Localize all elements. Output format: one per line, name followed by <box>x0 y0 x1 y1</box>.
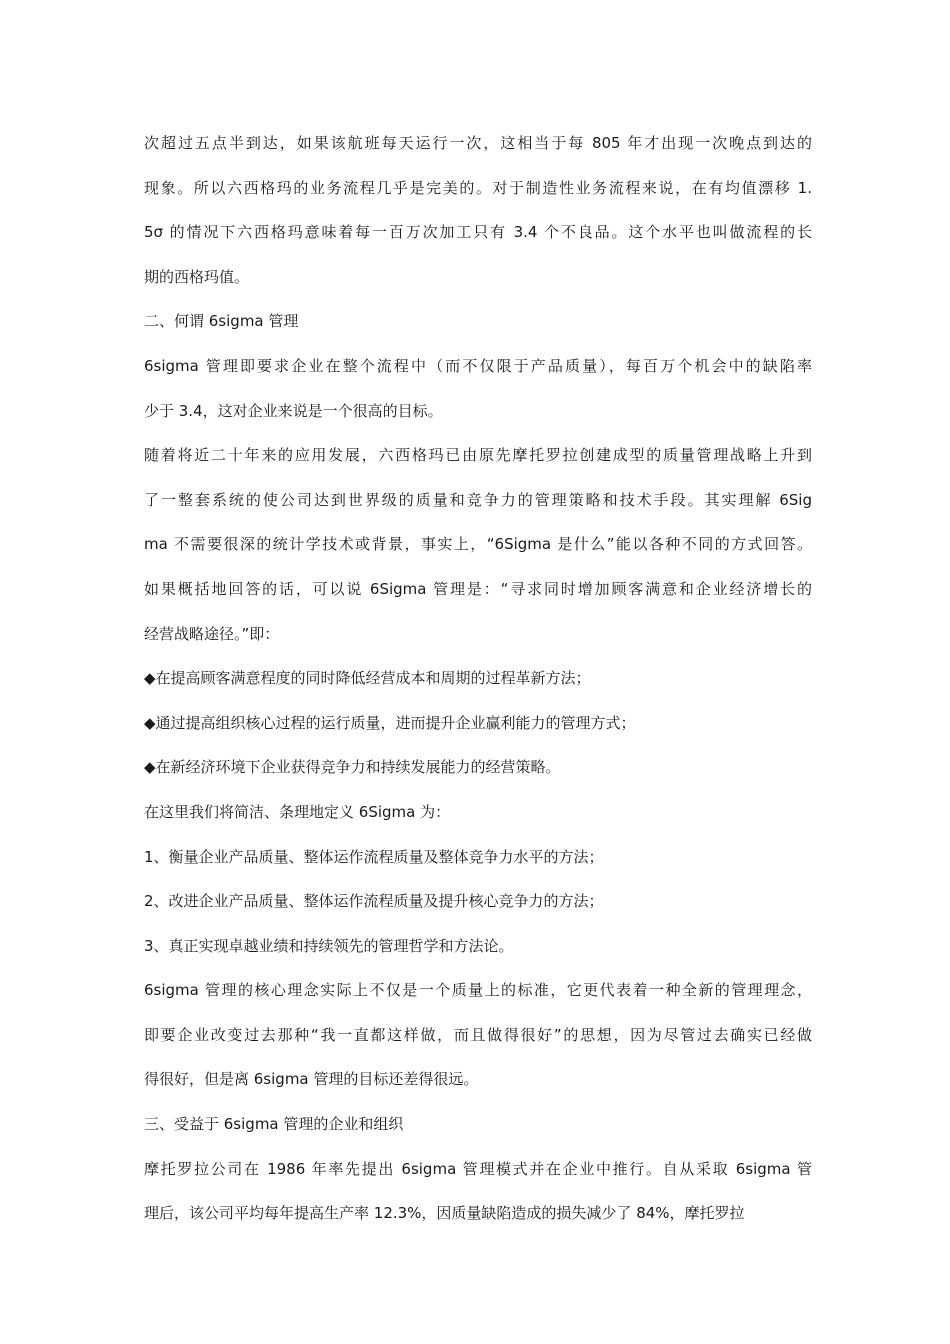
paragraph <box>144 790 812 835</box>
text-line: 如果概括地回答的话，可以说 6Sigma 管理是：“寻求同时增加顾客满意和企业经济增长的 <box>144 579 812 598</box>
text-line: 少于 3.4，这对企业来说是一个很高的目标。 <box>144 401 443 420</box>
text-line: 摩托罗拉公司在 1986 年率先提出 6sigma 管理模式并在企业中推行。自从采取 6sigma 管 <box>144 1159 812 1178</box>
text-line: 即要企业改变过去那种“我一直都这样做，而且做得很好”的思想，因为尽管过去确实已经做 <box>144 1025 812 1044</box>
numbered-item <box>144 924 812 969</box>
text-line: 次超过五点半到达，如果该航班每天运行一次，这相当于每 805 年才出现一次晚点到达的 <box>144 134 812 152</box>
text-line: 现象。所以六西格玛的业务流程几乎是完美的。对于制造性业务流程来说，在有均值漂移 1. <box>144 178 812 197</box>
text-line: 6sigma 管理的核心理念实际上不仅是一个质量上的标准，它更代表着一种全新的管理理念， <box>144 981 812 1000</box>
text-line: 随着将近二十年来的应用发展，六西格玛已由原先摩托罗拉创建成型的质量管理战略上升到 <box>144 446 812 465</box>
text-line: 5σ 的情况下六西格玛意味着每一百万次加工只有 3.4 个不良品。这个水平也叫做流程的长 <box>144 223 812 242</box>
paragraph <box>144 968 812 1102</box>
text-line: 理后，该公司平均每年提高生产率 12.3%，因质量缺陷造成的损失减少了 84%，摩托罗拉 <box>144 1204 745 1223</box>
text-line: 得很好，但是离 6sigma 管理的目标还差得很远。 <box>144 1070 479 1089</box>
paragraph <box>144 1147 812 1236</box>
bullet-item <box>144 745 812 790</box>
text-line: ma 不需要很深的统计学技术或背景，事实上，“6Sigma 是什么”能以各种不同的方式回答。 <box>144 535 812 554</box>
section-heading <box>144 299 812 344</box>
text-line: 1、衡量企业产品质量、整体运作流程质量及整体竞争力水平的方法； <box>144 847 604 866</box>
text-line: 期的西格玛值。 <box>144 267 250 286</box>
section-heading <box>144 1102 812 1147</box>
paragraph <box>144 433 812 656</box>
text-line: 二、何谓 6sigma 管理 <box>144 312 299 331</box>
text-line: 在这里我们将简洁、条理地定义 6Sigma 为： <box>144 802 451 821</box>
text-line: ◆通过提高组织核心过程的运行质量，进而提升企业赢利能力的管理方式； <box>144 713 636 732</box>
paragraph <box>144 344 812 433</box>
bullet-item <box>144 701 812 746</box>
text-line: 2、改进企业产品质量、整体运作流程质量及提升核心竞争力的方法； <box>144 892 604 911</box>
numbered-item <box>144 835 812 880</box>
document-body <box>144 121 812 1236</box>
text-line: ◆在提高顾客满意程度的同时降低经营成本和周期的过程革新方法； <box>144 669 591 688</box>
bullet-item <box>144 656 812 701</box>
text-line: 三、受益于 6sigma 管理的企业和组织 <box>144 1115 404 1134</box>
text-line: ◆在新经济环境下企业获得竞争力和持续发展能力的经营策略。 <box>144 758 561 777</box>
text-line: 经营战略途径。”即： <box>144 624 280 643</box>
paragraph <box>144 121 812 299</box>
numbered-item <box>144 879 812 924</box>
text-line: 了一整套系统的使公司达到世界级的质量和竞争力的管理策略和技术手段。其实理解 6Sig <box>144 490 812 509</box>
text-line: 6sigma 管理即要求企业在整个流程中（而不仅限于产品质量），每百万个机会中的缺陷率 <box>144 356 812 375</box>
text-line: 3、真正实现卓越业绩和持续领先的管理哲学和方法论。 <box>144 936 514 955</box>
